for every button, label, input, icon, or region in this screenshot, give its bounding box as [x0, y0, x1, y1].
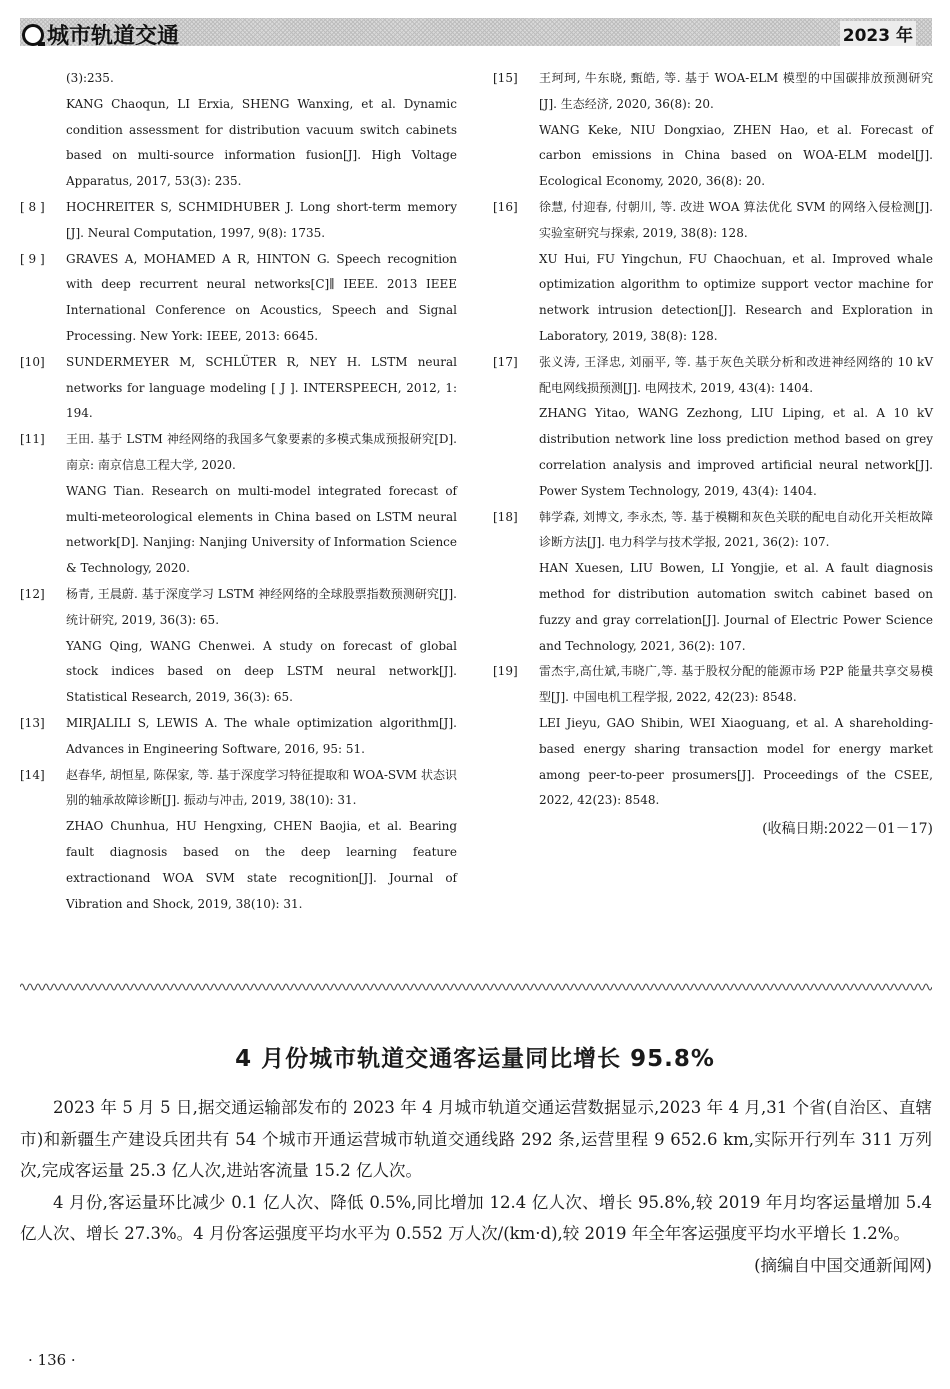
- reference-item: [20, 427, 457, 582]
- news-title: 4 月份城市轨道交通客运量同比增长 95.8%: [235, 1046, 715, 1072]
- reference-text: YANG Qing, WANG Chenwei. A study on forecast of global stock indices based on deep LSTM neural network[J]. Statistical Research, 2019, 36(3): 65.: [66, 638, 457, 705]
- references-left-column: [20, 66, 457, 917]
- journal-logo-icon: [22, 24, 44, 46]
- reference-item: [20, 711, 457, 763]
- reference-text: 韩学森, 刘博文, 李永杰, 等. 基于模糊和灰色关联的配电自动化开关柜故障诊断方法[J]. 电力科学与技术学报, 2021, 36(2): 107.: [539, 509, 933, 550]
- reference-text: 赵春华, 胡恒星, 陈保家, 等. 基于深度学习特征提取和 WOA-SVM 状态识别的轴承故障诊断[J]. 振动与冲击, 2019, 38(10): 31.: [66, 767, 457, 808]
- reference-text: ZHANG Yitao, WANG Zezhong, LIU Liping, et al. A 10 kV distribution network line loss prediction method based on grey correlation analysis and improved artificial neural network[J]. Power System Technology, 2019, 43(4): 1404.: [539, 406, 933, 498]
- reference-number: [11]: [20, 432, 45, 447]
- reference-item: [493, 350, 933, 505]
- reference-number: [16]: [493, 199, 518, 214]
- reference-text: HOCHREITER S, SCHMIDHUBER J. Long short-term memory [J]. Neural Computation, 1997, 9(8): 1735.: [66, 199, 457, 240]
- news-article: [20, 1092, 932, 1281]
- reference-text: 杨青, 王晨蔚. 基于深度学习 LSTM 神经网络的全球股票指数预测研究[J]. 统计研究, 2019, 36(3): 65.: [66, 586, 457, 627]
- reference-number: [15]: [493, 71, 518, 85]
- wave-divider: [20, 980, 932, 994]
- reference-text: 张义涛, 王泽忠, 刘丽平, 等. 基于灰色关联分析和改进神经网络的 10 kV 配电网线损预测[J]. 电网技术, 2019, 43(4): 1404.: [539, 354, 933, 395]
- reference-text: GRAVES A, MOHAMED A R, HINTON G. Speech recognition with deep recurrent neural networks[C]∥ IEEE. 2013 IEEE International Conference on Acoustics, Speech and Signal Processing. New York: IEEE, 2013: 6645.: [66, 251, 457, 343]
- reference-item: [493, 66, 933, 195]
- news-source: (摘编自中国交通新闻网): [754, 1255, 932, 1275]
- reference-item: [493, 659, 933, 814]
- references-right-column: [493, 66, 933, 843]
- reference-text: 王珂珂, 牛东晓, 甄皓, 等. 基于 WOA-ELM 模型的中国碳排放预测研究[J]. 生态经济, 2020, 36(8): 20.: [539, 71, 933, 111]
- reference-text: MIRJALILI S, LEWIS A. The whale optimization algorithm[J]. Advances in Engineering Software, 2016, 95: 51.: [66, 715, 457, 756]
- reference-number: [18]: [493, 509, 518, 524]
- received-date: (收稿日期:2022－01－17): [762, 821, 933, 838]
- reference-item: [493, 195, 933, 350]
- page-number: · 136 ·: [28, 1351, 76, 1369]
- reference-text: KANG Chaoqun, LI Erxia, SHENG Wanxing, et al. Dynamic condition assessment for distribution vacuum switch cabinets based on multi-source information fusion[J]. High Voltage Apparatus, 2017, 53(3): 235.: [66, 96, 457, 189]
- reference-number: [ 9 ]: [20, 251, 45, 266]
- reference-item: [20, 66, 457, 195]
- reference-text: (3):235.: [66, 71, 114, 85]
- reference-text: 雷杰宇,高仕斌,韦晓广,等. 基于股权分配的能源市场 P2P 能量共享交易模型[J]. 中国电机工程学报, 2022, 42(23): 8548.: [539, 664, 933, 705]
- reference-text: SUNDERMEYER M, SCHLÜTER R, NEY H. LSTM neural networks for language modeling [ J ]. INTERSPEECH, 2012, 1: 194.: [66, 354, 457, 421]
- running-header: [20, 18, 932, 49]
- reference-number: [10]: [20, 354, 45, 369]
- reference-number: [14]: [20, 767, 45, 782]
- reference-text: LEI Jieyu, GAO Shibin, WEI Xiaoguang, et al. A shareholding-based energy sharing transaction model for energy market among peer-to-peer prosumers[J]. Proceedings of the CSEE, 2022, 42(23): 8548.: [539, 715, 933, 808]
- reference-text: 徐慧, 付迎春, 付朝川, 等. 改进 WOA 算法优化 SVM 的网络入侵检测[J]. 实验室研究与探索, 2019, 38(8): 128.: [539, 199, 933, 240]
- reference-item: [20, 582, 457, 711]
- reference-text: WANG Keke, NIU Dongxiao, ZHEN Hao, et al. Forecast of carbon emissions in China based on WOA-ELM model[J]. Ecological Economy, 2020, 36(8): 20.: [539, 122, 933, 189]
- reference-item: [493, 505, 933, 660]
- reference-text: 王田. 基于 LSTM 神经网络的我国多气象要素的多模式集成预报研究[D]. 南京: 南京信息工程大学, 2020.: [66, 432, 457, 472]
- journal-logo: [22, 19, 179, 50]
- reference-text: HAN Xuesen, LIU Bowen, LI Yongjie, et al. A fault diagnosis method for distribution automation switch cabinet based on fuzzy and gray correlation[J]. Journal of Electric Power Science and Technology, 2021, 36(2): 107.: [539, 561, 933, 653]
- reference-number: [12]: [20, 586, 45, 601]
- reference-number: [13]: [20, 715, 45, 730]
- news-paragraph-2: [20, 1187, 932, 1275]
- reference-text: WANG Tian. Research on multi-model integrated forecast of multi-meteorological elements in China based on LSTM neural network[D]. Nanjing: Nanjing University of Information Science & Technology, 2020.: [66, 483, 457, 576]
- reference-item: [20, 763, 457, 918]
- journal-title: 城市轨道交通: [47, 24, 180, 49]
- reference-item: [20, 350, 457, 427]
- reference-number: [ 8 ]: [20, 199, 45, 214]
- news-paragraph-text: 4 月份,客运量环比减少 0.1 亿人次、降低 0.5%,同比增加 12.4 亿人次、增长 95.8%,较 2019 年月均客运量增加 5.4 亿人次、增长 27.3%。4 月份客运强度平均水平为 0.552 万人次/(km·d),较 2019 年全年客运强度平均水平增长 1.2%。: [20, 1192, 932, 1243]
- reference-item: [20, 247, 457, 350]
- news-paragraph: 2023 年 5 月 5 日,据交通运输部发布的 2023 年 4 月城市轨道交通运营数据显示,2023 年 4 月,31 个省(自治区、直辖市)和新疆生产建设兵团共有 54 个城市开通运营城市轨道交通线路 292 条,运营里程 9 652.6 km,实际开行列车 311 万列次,完成客运量 25.3 亿人次,进站客流量 15.2 亿人次。: [20, 1098, 932, 1180]
- reference-text: XU Hui, FU Yingchun, FU Chaochuan, et al. Improved whale optimization algorithm to optimize support vector machine for network intrusion detection[J]. Research and Exploration in Laboratory, 2019, 38(8): 128.: [539, 251, 933, 343]
- reference-number: [17]: [493, 354, 518, 369]
- reference-item: [20, 195, 457, 247]
- reference-text: ZHAO Chunhua, HU Hengxing, CHEN Baojia, et al. Bearing fault diagnosis based on the deep learning feature extractionand WOA SVM state recognition[J]. Journal of Vibration and Shock, 2019, 38(10): 31.: [66, 819, 457, 911]
- issue-year: 2023 年: [840, 21, 916, 46]
- reference-number: [19]: [493, 664, 518, 679]
